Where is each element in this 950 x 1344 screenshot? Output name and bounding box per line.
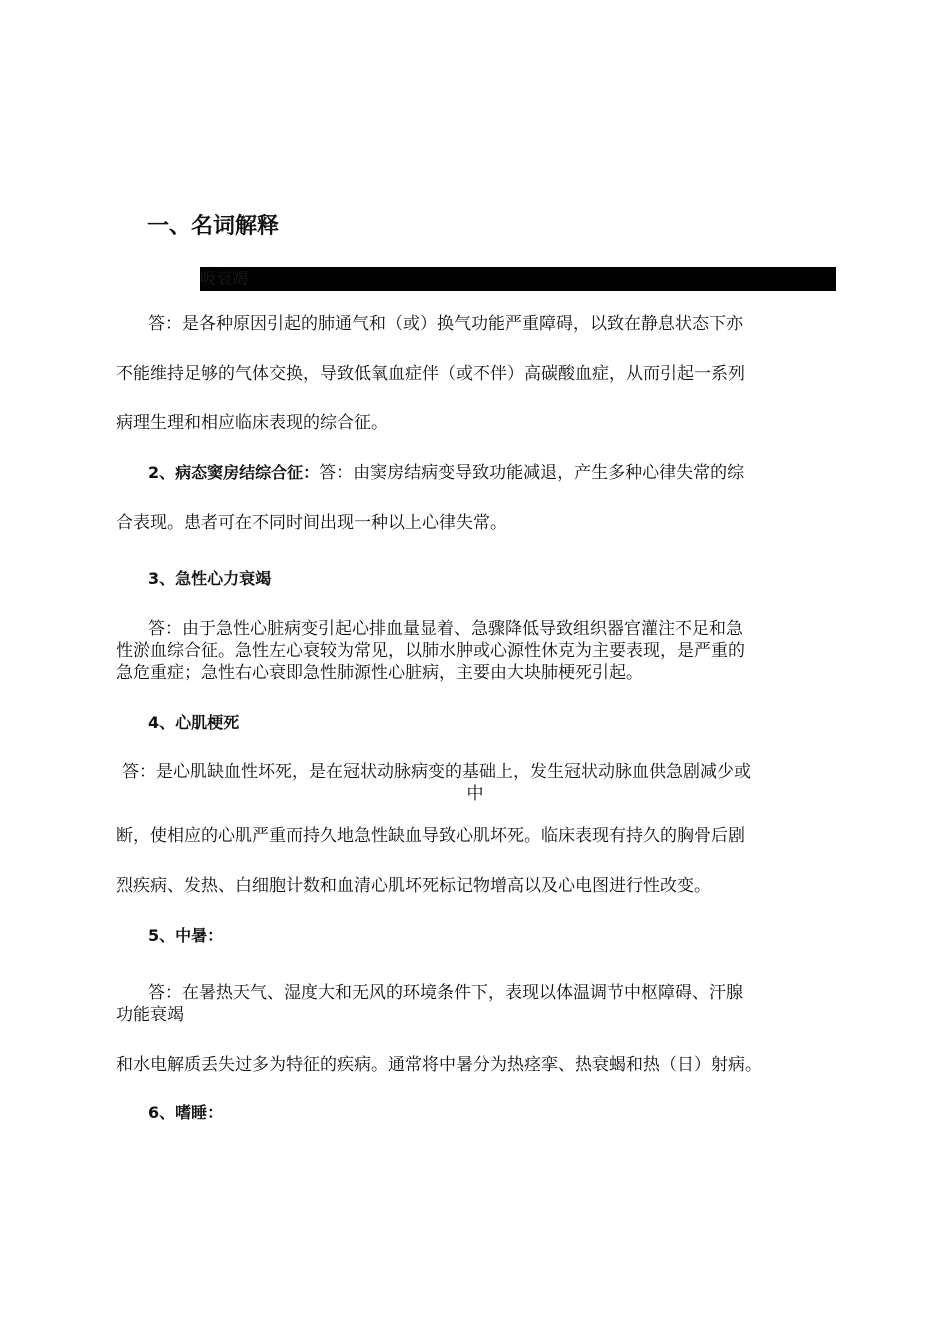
item2-line2: 合表现。患者可在不同时间出现一种以上心律失常。 [116,513,507,533]
item5-term: 5、中暑： [148,926,224,945]
item3-term: 3、急性心力衰竭 [148,569,272,588]
item5-answer-line2: 和水电解质丢失过多为特征的疾病。通常将中暑分为热痉挛、热衰蝎和热（日）射病。 [116,1055,762,1075]
item1-answer-line1: 答：是各种原因引起的肺通气和（或）换气功能严重障碍，以致在静息状态下亦 [148,314,743,334]
item2-term: 2、病态窦房结综合征： [148,463,320,482]
item3-answer-line2: 性淤血综合征。急性左心衰较为常见，以肺水肿或心源性休克为主要表现，是严重的 [116,641,745,661]
item4-term: 4、心肌梗死 [148,713,240,732]
item4-answer-line1: 答：是心肌缺血性坏死，是在冠状动脉病变的基础上，发生冠状动脉血供急剧减少或 [122,762,751,782]
item2-line1 [148,462,744,484]
item3-answer-line3: 急危重症；急性右心衰即急性肺源性心脏病，主要由大块肺梗死引起。 [116,663,643,683]
redacted-term-bar [200,267,836,291]
item6-term: 6、嗜睡： [148,1103,224,1122]
item5-answer-line1: 答：在暑热天气、湿度大和无风的环境条件下，表现以体温调节中枢障碍、汗腺 [148,983,743,1003]
item4-answer-line1-wrap: 中 [466,784,484,804]
item1-answer-line2: 不能维持足够的气体交换，导致低氧血症伴（或不伴）高碳酸血症，从而引起一系列 [116,364,745,384]
item4-answer-line2: 断，使相应的心肌严重而持久地急性缺血导致心肌坏死。临床表现有持久的胸骨后剧 [116,826,745,846]
item2-answer-start: 答：由窦房结病变导致功能减退，产生多种心律失常的综 [319,463,745,483]
item1-answer-line3: 病理生理和相应临床表现的综合征。 [116,413,388,433]
item4-answer-line3: 烈疾病、发热、白细胞计数和血清心肌坏死标记物增高以及心电图进行性改变。 [116,876,711,896]
item3-answer-line1: 答：由于急性心脏病变引起心排血量显着、急骤降低导致组织器官灌注不足和急 [148,619,743,639]
redacted-term-text: 吸衰竭 [200,269,249,288]
item5-answer-line1-wrap: 功能衰竭 [116,1005,184,1025]
section-heading: 一、名词解释 [147,214,280,239]
